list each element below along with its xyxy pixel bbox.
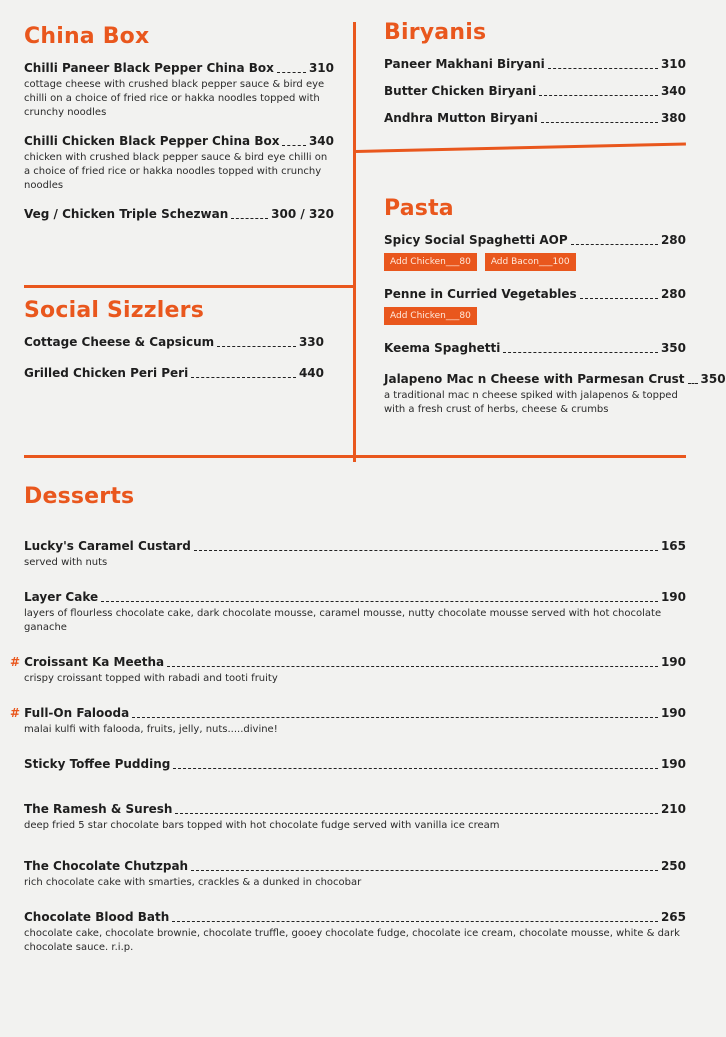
- item-name: Layer Cake: [24, 590, 99, 604]
- add-chicken-badge: Add Chicken___80: [384, 307, 477, 325]
- right-column: [384, 20, 726, 415]
- china-box-section: [24, 24, 334, 222]
- item-name: Keema Spaghetti: [384, 341, 501, 355]
- item-price: 280: [660, 287, 686, 301]
- item-description: a traditional mac n cheese spiked with jalapenos & topped with a fresh crust of herbs, cheese & crumbs: [384, 390, 678, 415]
- item-price: 330: [298, 335, 324, 349]
- item-price: 190: [660, 590, 686, 604]
- item-name: Grilled Chicken Peri Peri: [24, 366, 189, 380]
- special-mark: #: [10, 655, 21, 669]
- menu-item: [24, 366, 324, 381]
- special-mark: #: [10, 706, 21, 720]
- item-price: 350: [700, 372, 726, 386]
- menu-item: [24, 802, 686, 833]
- item-name: Paneer Makhani Biryani: [384, 57, 545, 71]
- sizzlers-section: [24, 298, 324, 395]
- item-name: Andhra Mutton Biryani: [384, 111, 538, 125]
- menu-item: [24, 590, 686, 635]
- item-price: 300 / 320: [271, 207, 334, 221]
- item-price: 350: [660, 341, 686, 355]
- item-price: 190: [660, 706, 686, 720]
- menu-item: [384, 372, 726, 417]
- menu-item: [10, 655, 686, 686]
- item-price: 165: [660, 539, 686, 553]
- menu-item: [384, 287, 686, 325]
- item-price: 250: [660, 859, 686, 873]
- item-description: cottage cheese with crushed black pepper sauce & bird eye chilli on a choice of fried rice or hakka noodles topped with crunchy noodles: [24, 79, 325, 118]
- item-price: 340: [308, 134, 334, 148]
- item-name: Lucky's Caramel Custard: [24, 539, 191, 553]
- menu-item: [384, 233, 686, 271]
- vertical-divider: [353, 22, 356, 462]
- item-price: 265: [660, 910, 686, 924]
- item-name: The Chocolate Chutzpah: [24, 859, 189, 873]
- pasta-section: [384, 196, 726, 433]
- item-name: Penne in Curried Vegetables: [384, 287, 577, 301]
- item-price: 190: [660, 757, 686, 771]
- item-price: 340: [660, 84, 686, 98]
- item-name: Cottage Cheese & Capsicum: [24, 335, 215, 349]
- divider-china-box: [24, 285, 353, 288]
- item-name: Chocolate Blood Bath: [24, 910, 170, 924]
- item-name: Chilli Chicken Black Pepper China Box: [24, 134, 280, 148]
- item-price: 440: [298, 366, 324, 380]
- menu-item: [384, 341, 686, 356]
- item-description: crispy croissant topped with rabadi and tooti fruity: [24, 673, 278, 684]
- item-description: chocolate cake, chocolate brownie, chocolate truffle, gooey chocolate fudge, chocolate ice cream, chocolate mousse, white & dark chocolate sauce. r.i.p.: [24, 928, 680, 953]
- divider-biryanis: [356, 143, 686, 153]
- item-name: Butter Chicken Biryani: [384, 84, 537, 98]
- menu-item: [384, 57, 686, 72]
- item-name: Jalapeno Mac n Cheese with Parmesan Crust: [384, 372, 685, 386]
- menu-item: [24, 335, 324, 350]
- item-description: deep fried 5 star chocolate bars topped with hot chocolate fudge served with vanilla ice cream: [24, 820, 500, 831]
- menu-item: [10, 706, 686, 737]
- item-name: Full-On Falooda: [24, 706, 130, 720]
- add-bacon-badge: Add Bacon___100: [485, 253, 576, 271]
- item-name: The Ramesh & Suresh: [24, 802, 173, 816]
- item-price: 310: [308, 61, 334, 75]
- section-title-pasta: Pasta: [384, 196, 454, 221]
- item-name: Chilli Paneer Black Pepper China Box: [24, 61, 274, 75]
- item-name: Spicy Social Spaghetti AOP: [384, 233, 568, 247]
- menu-item: [24, 859, 686, 890]
- desserts-section: [10, 484, 686, 975]
- section-title-desserts: Desserts: [24, 484, 135, 509]
- item-price: 190: [660, 655, 686, 669]
- item-name: Sticky Toffee Pudding: [24, 757, 171, 771]
- left-column: [24, 24, 334, 380]
- menu-item: [24, 910, 686, 955]
- menu-item: [24, 134, 334, 193]
- item-price: 280: [660, 233, 686, 247]
- item-description: layers of flourless chocolate cake, dark chocolate mousse, caramel mousse, nutty chocolate mousse served with hot chocolate ganache: [24, 608, 662, 633]
- item-description: malai kulfi with falooda, fruits, jelly, nuts.....divine!: [24, 724, 278, 735]
- item-price: 310: [660, 57, 686, 71]
- item-name: Veg / Chicken Triple Schezwan: [24, 207, 229, 221]
- item-description: chicken with crushed black pepper sauce & bird eye chilli on a choice of fried rice or hakka noodles topped with crunchy noodles: [24, 152, 328, 191]
- menu-item: [24, 61, 334, 120]
- section-title-china-box: China Box: [24, 24, 150, 49]
- add-chicken-badge: Add Chicken___80: [384, 253, 477, 271]
- item-price: 210: [660, 802, 686, 816]
- menu-item: [384, 111, 686, 126]
- menu-item: [24, 539, 686, 570]
- item-price: 380: [660, 111, 686, 125]
- item-name: Croissant Ka Meetha: [24, 655, 165, 669]
- menu-item: [24, 207, 334, 222]
- section-title-biryanis: Biryanis: [384, 20, 487, 45]
- divider-desserts: [24, 455, 686, 458]
- menu-item: [24, 757, 686, 772]
- section-title-sizzlers: Social Sizzlers: [24, 298, 204, 323]
- item-description: rich chocolate cake with smarties, crackles & a dunked in chocobar: [24, 877, 362, 888]
- menu-item: [384, 84, 686, 99]
- biryanis-section: [384, 20, 686, 126]
- item-description: served with nuts: [24, 557, 108, 568]
